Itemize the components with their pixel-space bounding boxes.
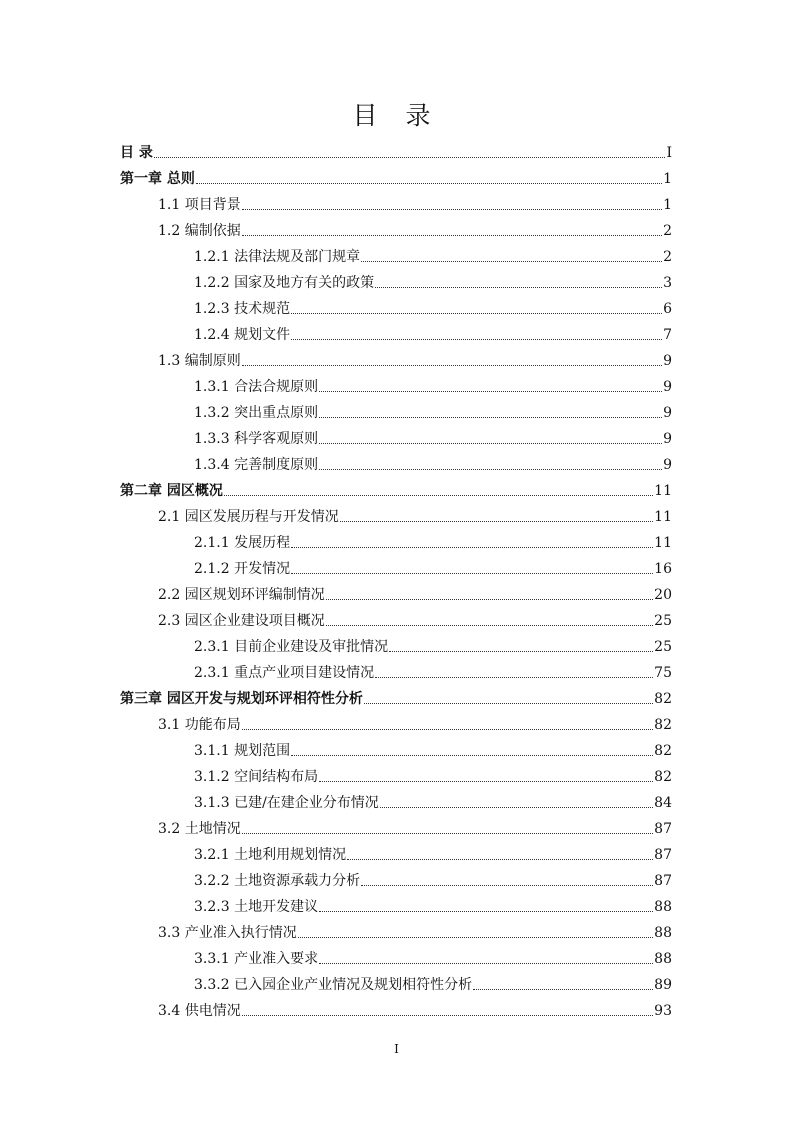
toc-entry-title: 3.1 功能布局 bbox=[158, 717, 241, 733]
toc-dot-leader bbox=[242, 235, 662, 236]
toc-entry-title: 1.2.2 国家及地方有关的政策 bbox=[194, 275, 375, 291]
toc-entry[interactable] bbox=[120, 449, 672, 475]
toc-entry-page: 88 bbox=[654, 899, 672, 915]
toc-entry[interactable] bbox=[120, 189, 672, 215]
toc-entry-title: 1.3.4 完善制度原则 bbox=[194, 457, 319, 473]
toc-entry[interactable] bbox=[120, 163, 672, 189]
toc-entry[interactable] bbox=[120, 423, 672, 449]
toc-entry-title: 2.1.1 发展历程 bbox=[194, 535, 291, 551]
toc-entry-title: 3.2.1 土地利用规划情况 bbox=[194, 847, 347, 863]
toc-entry-page: 9 bbox=[663, 405, 672, 421]
toc-entry[interactable] bbox=[120, 787, 672, 813]
toc-dot-leader bbox=[242, 729, 653, 730]
toc-entry-page: 9 bbox=[663, 457, 672, 473]
toc-entry[interactable] bbox=[120, 579, 672, 605]
toc-entry[interactable] bbox=[120, 371, 672, 397]
toc-entry-title: 1.3.3 科学客观原则 bbox=[194, 431, 319, 447]
toc-entry[interactable] bbox=[120, 657, 672, 683]
toc-entry-page: 82 bbox=[654, 743, 672, 759]
toc-entry[interactable] bbox=[120, 683, 672, 709]
toc-entry-page: 16 bbox=[654, 561, 672, 577]
toc-entry-title: 3.2.3 土地开发建议 bbox=[194, 899, 319, 915]
toc-dot-leader bbox=[326, 599, 653, 600]
toc-dot-leader bbox=[364, 703, 653, 704]
toc-entry-title: 1.3.2 突出重点原则 bbox=[194, 405, 319, 421]
toc-entry[interactable] bbox=[120, 267, 672, 293]
toc-entry[interactable] bbox=[120, 761, 672, 787]
toc-entry-page: 87 bbox=[654, 821, 672, 837]
toc-entry-page: 25 bbox=[654, 639, 672, 655]
toc-entry-title: 第一章 总则 bbox=[120, 171, 195, 187]
toc-dot-leader bbox=[196, 183, 662, 184]
toc-entry-title: 第二章 园区概况 bbox=[120, 483, 223, 499]
toc-dot-leader bbox=[242, 1015, 653, 1016]
toc-entry-page: 82 bbox=[654, 769, 672, 785]
toc-entry[interactable] bbox=[120, 501, 672, 527]
toc-entry-title: 2.1 园区发展历程与开发情况 bbox=[158, 509, 339, 525]
toc-entry-page: 88 bbox=[654, 925, 672, 941]
toc-entry-page: 89 bbox=[654, 977, 672, 993]
toc-dot-leader bbox=[154, 157, 666, 158]
toc-entry-title: 2.2 园区规划环评编制情况 bbox=[158, 587, 325, 603]
toc-entry-page: 6 bbox=[663, 301, 672, 317]
toc-entry-title: 第三章 园区开发与规划环评相符性分析 bbox=[120, 691, 363, 707]
toc-entry-title: 目 录 bbox=[120, 145, 153, 161]
toc-entry-page: 11 bbox=[654, 509, 672, 525]
toc-entry-title: 3.4 供电情况 bbox=[158, 1003, 241, 1019]
toc-entry-page: 11 bbox=[654, 535, 672, 551]
toc-dot-leader bbox=[291, 313, 662, 314]
toc-dot-leader bbox=[319, 963, 653, 964]
toc-dot-leader bbox=[291, 547, 653, 548]
toc-entry-title: 3.3.2 已入园企业产业情况及规划相符性分析 bbox=[194, 977, 473, 993]
toc-entry-title: 3.1.3 已建/在建企业分布情况 bbox=[194, 795, 379, 811]
toc-entry[interactable] bbox=[120, 319, 672, 345]
toc-entry-title: 3.1.1 规划范围 bbox=[194, 743, 291, 759]
toc-entry-page: 82 bbox=[654, 691, 672, 707]
toc-entry-page: 88 bbox=[654, 951, 672, 967]
toc-entry[interactable] bbox=[120, 813, 672, 839]
toc-entry-page: 2 bbox=[663, 249, 672, 265]
toc-dot-leader bbox=[380, 807, 653, 808]
toc-dot-leader bbox=[242, 209, 662, 210]
toc-entry[interactable] bbox=[120, 553, 672, 579]
toc-dot-leader bbox=[319, 417, 662, 418]
toc-dot-leader bbox=[389, 651, 653, 652]
toc-dot-leader bbox=[291, 573, 653, 574]
toc-entry[interactable] bbox=[120, 917, 672, 943]
toc-entry-page: 1 bbox=[663, 171, 672, 187]
toc-entry-page: 11 bbox=[654, 483, 672, 499]
toc-entry-page: 9 bbox=[663, 431, 672, 447]
toc-entry[interactable] bbox=[120, 475, 672, 501]
toc-entry-page: 25 bbox=[654, 613, 672, 629]
toc-entry[interactable] bbox=[120, 215, 672, 241]
toc-dot-leader bbox=[319, 391, 662, 392]
toc-dot-leader bbox=[340, 521, 653, 522]
toc-dot-leader bbox=[361, 885, 653, 886]
toc-dot-leader bbox=[375, 677, 653, 678]
toc-entry[interactable] bbox=[120, 735, 672, 761]
toc-entry-title: 2.3 园区企业建设项目概况 bbox=[158, 613, 325, 629]
toc-entry-title: 1.2.4 规划文件 bbox=[194, 327, 291, 343]
toc-entry[interactable] bbox=[120, 397, 672, 423]
toc-entry-title: 1.1 项目背景 bbox=[158, 197, 241, 213]
toc-entry-title: 3.3 产业准入执行情况 bbox=[158, 925, 297, 941]
toc-dot-leader bbox=[319, 443, 662, 444]
toc-entry[interactable] bbox=[120, 241, 672, 267]
toc-dot-leader bbox=[326, 625, 653, 626]
toc-entry-title: 3.3.1 产业准入要求 bbox=[194, 951, 319, 967]
toc-entry-title: 1.3 编制原则 bbox=[158, 353, 241, 369]
toc-dot-leader bbox=[319, 781, 653, 782]
toc-entry-title: 3.2.2 土地资源承载力分析 bbox=[194, 873, 361, 889]
toc-entry-page: 93 bbox=[654, 1003, 672, 1019]
toc-dot-leader bbox=[319, 911, 653, 912]
toc-entry-title: 2.3.1 重点产业项目建设情况 bbox=[194, 665, 375, 681]
toc-dot-leader bbox=[347, 859, 653, 860]
toc-entry-page: 1 bbox=[663, 197, 672, 213]
toc-entry-title: 2.3.1 目前企业建设及审批情况 bbox=[194, 639, 389, 655]
toc-entry[interactable] bbox=[120, 943, 672, 969]
toc-entry[interactable] bbox=[120, 293, 672, 319]
toc-entry[interactable] bbox=[120, 891, 672, 917]
toc-entry[interactable] bbox=[120, 527, 672, 553]
toc-entry-title: 2.1.2 开发情况 bbox=[194, 561, 291, 577]
toc-entry-title: 1.3.1 合法合规原则 bbox=[194, 379, 319, 395]
toc-entry-title: 1.2.1 法律法规及部门规章 bbox=[194, 249, 361, 265]
toc-dot-leader bbox=[319, 469, 662, 470]
toc-entry-page: I bbox=[666, 145, 672, 161]
page-number: I bbox=[394, 1042, 399, 1056]
toc-dot-leader bbox=[361, 261, 662, 262]
toc-dot-leader bbox=[291, 755, 653, 756]
toc-entry-title: 3.2 土地情况 bbox=[158, 821, 241, 837]
toc-entry[interactable] bbox=[120, 631, 672, 657]
toc-dot-leader bbox=[291, 339, 662, 340]
toc-entry-page: 9 bbox=[663, 353, 672, 369]
toc-entry-page: 84 bbox=[654, 795, 672, 811]
toc-dot-leader bbox=[224, 495, 653, 496]
toc-entry-page: 3 bbox=[663, 275, 672, 291]
toc-entry-page: 87 bbox=[654, 847, 672, 863]
toc-entry-title: 3.1.2 空间结构布局 bbox=[194, 769, 319, 785]
toc-entry-title: 1.2 编制依据 bbox=[158, 223, 241, 239]
toc-dot-leader bbox=[298, 937, 653, 938]
toc-entry[interactable] bbox=[120, 605, 672, 631]
table-of-contents bbox=[120, 137, 672, 1021]
toc-entry[interactable] bbox=[120, 865, 672, 891]
toc-entry[interactable] bbox=[120, 709, 672, 735]
toc-dot-leader bbox=[242, 833, 653, 834]
toc-entry[interactable] bbox=[120, 839, 672, 865]
toc-entry-page: 7 bbox=[663, 327, 672, 343]
toc-entry-page: 75 bbox=[654, 665, 672, 681]
toc-dot-leader bbox=[242, 365, 662, 366]
toc-entry[interactable] bbox=[120, 995, 672, 1021]
toc-dot-leader bbox=[375, 287, 662, 288]
toc-entry-page: 2 bbox=[663, 223, 672, 239]
page-title: 目 录 bbox=[352, 101, 441, 130]
toc-entry-page: 9 bbox=[663, 379, 672, 395]
toc-entry-page: 87 bbox=[654, 873, 672, 889]
toc-entry-page: 82 bbox=[654, 717, 672, 733]
toc-dot-leader bbox=[473, 989, 653, 990]
toc-entry-title: 1.2.3 技术规范 bbox=[194, 301, 291, 317]
toc-entry[interactable] bbox=[120, 137, 672, 163]
toc-entry[interactable] bbox=[120, 969, 672, 995]
toc-entry[interactable] bbox=[120, 345, 672, 371]
toc-entry-page: 20 bbox=[654, 587, 672, 603]
